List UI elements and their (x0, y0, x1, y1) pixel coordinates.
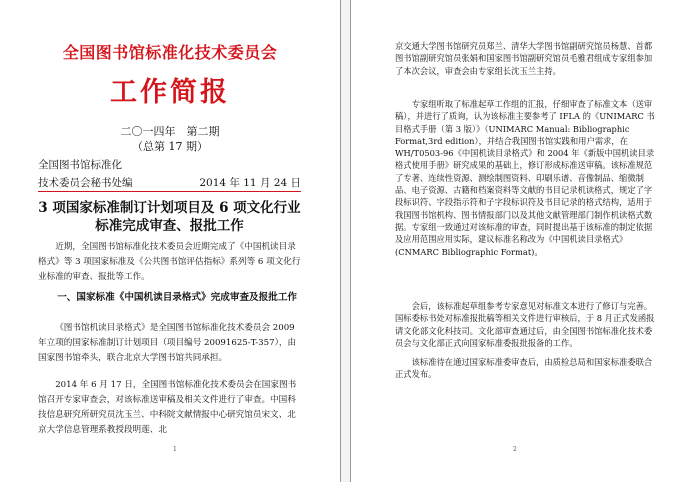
page-2-paragraph-4: 该标准待在通过国家标准委审查后，由质检总局和国家标准委联合正式发布。 (395, 357, 653, 380)
section-1-heading: 一、国家标准《中国机读目录格式》完成审查及报批工作 (57, 292, 298, 303)
committee-title: 全国图书馆标准化技术委员会 (62, 43, 278, 62)
red-divider (38, 191, 301, 192)
headline-line-1: 3 项国家标准制订计划项目及 6 项文化行业 (38, 200, 301, 216)
page-2-paragraph-1: 京交通大学图书馆研究员郑兰、清华大学图书馆副研究馆员杨慧、首都图书馆副研究馆员张娟和国家图书馆副研究馆员毛雅君组成专家组参加了本次会议，审查会由专家组长沈玉兰主持。 (395, 41, 653, 76)
publisher-line-2: 技术委员会秘书处编 (38, 177, 133, 189)
publisher-line-1: 全国图书馆标准化 (38, 159, 122, 171)
page-gutter (340, 0, 351, 482)
page-2-paragraph-2: 专家组听取了标准起草工作组的汇报，仔细审查了标准文本（送审稿），并进行了质询，认为该标准主要参考了 IFLA 的《UNIMARC 书目格式手册（第 3 版）》（UNIMARC Manual: Bibliographic Format,3rd edition），并结合我国图书馆实践和用户需求，在 WH/T0503-96《中国机读目录格式》和 2004 年《新版中国机读目录格式使用手册》研究成果的基础上，修订形成标准送审稿。该标准规范了专著、连续性资源、测绘制图资料、印刷乐谱、音像制品、缩微制品、电子资源、古籍和档案资料等文献的书目记录机读格式，规定了字段标识符、字段指示符和子字段标识符及书目记录的格式结构，适用于我国图书馆机构、图书情报部门以及其他文献管理部门制作机读格式数据。专家组一致通过对该标准的审查，同时提出基于该标准的制定依据及应用范围应用实际，建议标准名称改为《中国机读目录格式》(CNMARC Bibliographic Format)。 (395, 99, 655, 257)
document-page-1 (0, 0, 340, 482)
article-headline (38, 199, 301, 235)
page-number-1: 1 (173, 446, 177, 453)
document-page-2 (351, 0, 689, 482)
headline-line-2: 标准完成审查、报批工作 (95, 218, 244, 234)
section-1-paragraph-2: 2014 年 6 月 17 日，全国图书馆标准化技术委员会在国家图书馆召开专家审查会，对该标准送审稿及相关文件进行了审查。中国科技信息研究所研究员沈玉兰、中科院文献情报中心研究馆员宋文、北京大学信息管理系教授段明莲、北 (38, 380, 297, 435)
total-issue-number: （总第 17 期） (132, 140, 208, 153)
page-number-2: 2 (513, 446, 517, 453)
publish-date: 2014 年 11 月 24 日 (199, 177, 301, 189)
page-2-paragraph-3: 会后，该标准起草组参考专家意见对标准文本进行了修订与完善。国标委标书处对标准报批稿等相关文件进行审核后，于 8 月正式发函报请文化部文化科技司。文化部审查通过后，由全国图书馆标准化技术委员会与文化部正式向国家标准委报批报备的工作。 (395, 301, 655, 348)
section-1-paragraph-1: 《图书馆机读目录格式》是全国图书馆标准化技术委员会 2009 年立项的国家标准制订计划项目（项目编号 20091625-T-357），由国家图书馆牵头，联合北京大学图书馆共同承担。 (38, 323, 297, 363)
bulletin-title: 工作简报 (110, 77, 230, 108)
publisher-date-row (38, 175, 301, 190)
issue-number: 二〇一四年 第二期 (120, 125, 220, 138)
article-intro: 近期，全国图书馆标准化技术委员会近期完成了《中国机读目录格式》等 3 项国家标准及《公共图书馆评估指标》系列等 6 项文化行业标准的审查、报批等工作。 (38, 242, 301, 282)
